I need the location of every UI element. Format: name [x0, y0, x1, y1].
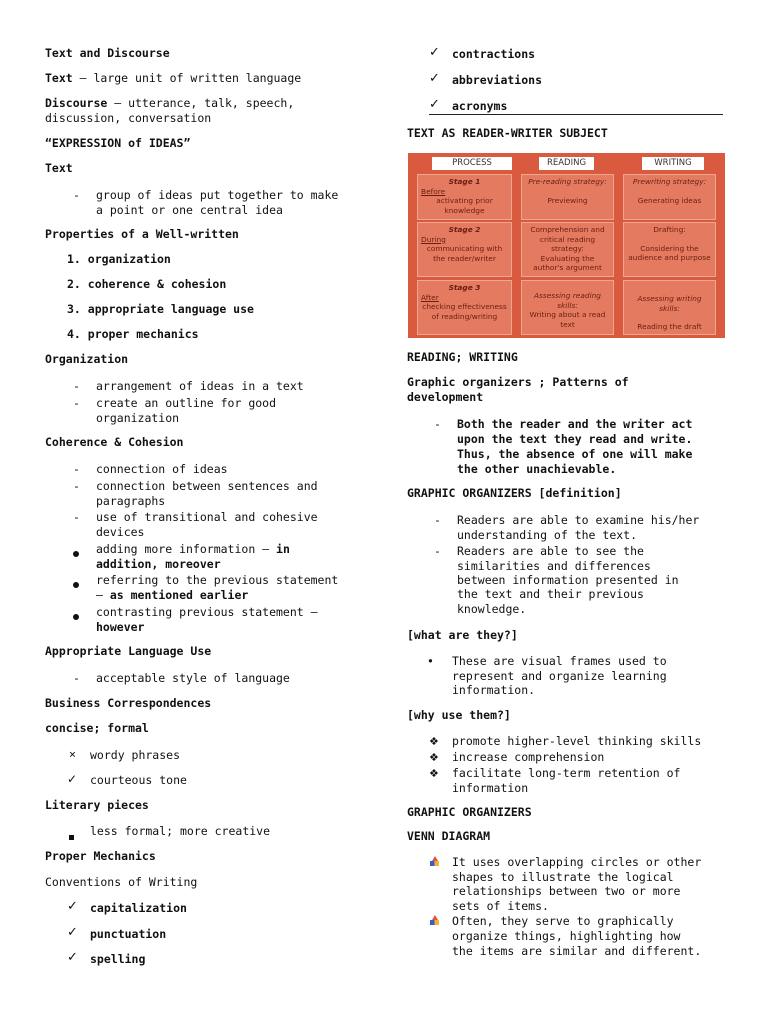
coh-item-4-cont: addition, moreover	[96, 557, 221, 571]
check-icon: ✓	[67, 772, 78, 786]
check-icon: ✓	[429, 71, 440, 86]
why-item-2: increase comprehension	[452, 750, 605, 764]
heading-expression: “EXPRESSION of IDEAS”	[45, 136, 191, 150]
process-stage-1: Stage 1 Before activating prior knowledge	[417, 174, 512, 220]
dash: -	[73, 188, 80, 202]
heading-properties: Properties of a Well-written	[45, 227, 239, 241]
heading-graphic-organizers: GRAPHIC ORGANIZERS	[407, 805, 532, 819]
dash: -	[73, 396, 80, 410]
arrow-bullet-icon	[429, 915, 440, 930]
heading-mechanics: Proper Mechanics	[45, 849, 156, 863]
why-item-1: promote higher-level thinking skills	[452, 734, 702, 748]
conventions-of-writing: Conventions of Writing	[45, 875, 198, 889]
process-stage-3: Stage 3 After checking effectiveness of reading/writing	[417, 280, 512, 335]
bullet-dot	[73, 546, 79, 561]
venn-item-2: Often, they serve to graphically	[452, 914, 674, 928]
dash: -	[73, 479, 80, 493]
property-4: 4. proper mechanics	[67, 327, 199, 341]
reading-stage-1: Pre-reading strategy: Previewing	[521, 174, 614, 220]
square-bullet-icon	[69, 829, 74, 844]
dash: -	[73, 510, 80, 524]
diamond-bullet-icon: ❖	[429, 767, 439, 780]
property-2: 2. coherence & cohesion	[67, 277, 227, 291]
coh-item-4: adding more information – in	[96, 542, 290, 556]
heading-reader-writer: TEXT AS READER-WRITER SUBJECT	[407, 126, 608, 140]
coh-item-5-cont: – as mentioned earlier	[96, 588, 249, 602]
app-item-1: acceptable style of language	[96, 671, 290, 685]
dash: -	[434, 544, 441, 558]
x-mark-icon: ×	[69, 747, 76, 761]
dash: -	[73, 462, 80, 476]
check-icon: ✓	[429, 45, 440, 60]
header-writing: WRITING	[642, 157, 704, 170]
check-item-abbreviations: abbreviations	[452, 73, 543, 87]
both-line-1: Both the reader and the writer act	[457, 417, 693, 431]
discourse-definition-cont: discussion, conversation	[45, 111, 212, 125]
venn-item-1-l3: relationships between two or more	[452, 884, 681, 898]
heading-reading-writing: READING; WRITING	[407, 350, 518, 364]
heading-graphic-patterns: Graphic organizers ; Patterns of	[407, 375, 629, 389]
heading-text-discourse: Text and Discourse	[45, 46, 170, 60]
def-item-2-l4: the text and their previous	[457, 587, 644, 601]
heading-concise: concise; formal	[45, 721, 149, 735]
bullet-dot	[73, 609, 79, 624]
courteous-tone: courteous tone	[90, 773, 187, 787]
heading-why: [why use them?]	[407, 708, 511, 722]
horizontal-rule	[429, 114, 723, 115]
org-item-2: create an outline for good	[96, 396, 277, 410]
header-reading: READING	[539, 157, 594, 170]
check-item-acronyms: acronyms	[452, 99, 508, 113]
discourse-definition: Discourse – utterance, talk, speech,	[45, 96, 295, 110]
coh-item-2-cont: paragraphs	[96, 494, 166, 508]
heading-coherence: Coherence & Cohesion	[45, 435, 184, 449]
heading-business: Business Correspondences	[45, 696, 212, 710]
property-3: 3. appropriate language use	[67, 302, 254, 316]
both-line-2: upon the text they read and write.	[457, 432, 693, 446]
coh-item-6-cont: however	[96, 620, 145, 634]
dash: -	[434, 513, 441, 527]
mechanics-item-1: capitalization	[90, 901, 187, 915]
text-definition: Text – large unit of written language	[45, 71, 302, 85]
reading-writing-process-diagram	[408, 153, 725, 338]
mechanics-item-2: punctuation	[90, 927, 167, 941]
org-item-2-cont: organization	[96, 411, 180, 425]
property-1: 1. organization	[67, 252, 171, 266]
reading-stage-2: Comprehension and critical reading strategy: Evaluating the author's argument	[521, 222, 614, 277]
diamond-bullet-icon: ❖	[429, 751, 439, 764]
heading-venn-diagram: VENN DIAGRAM	[407, 829, 491, 843]
heading-go-definition: GRAPHIC ORGANIZERS [definition]	[407, 486, 622, 500]
heading-appropriate: Appropriate Language Use	[45, 644, 212, 658]
dash: -	[73, 379, 80, 393]
process-stage-2: Stage 2 During communicating with the reader/writer	[417, 222, 512, 277]
reading-stage-3: Assessing reading skills: Writing about a read text	[521, 280, 614, 335]
venn-item-1-l4: sets of items.	[452, 899, 549, 913]
what-line-3: information.	[452, 683, 536, 697]
why-item-3: facilitate long-term retention of	[452, 766, 681, 780]
what-line-2: represent and organize learning	[452, 669, 667, 683]
why-item-3-cont: information	[452, 781, 529, 795]
def-item-2-l5: knowledge.	[457, 602, 527, 616]
heading-text: Text	[45, 161, 73, 175]
mechanics-item-3: spelling	[90, 952, 146, 966]
coh-item-2: connection between sentences and	[96, 479, 318, 493]
venn-item-2-l2: organize things, highlighting how	[452, 929, 681, 943]
header-process: PROCESS	[432, 157, 512, 170]
dash: -	[434, 417, 441, 431]
both-line-3: Thus, the absence of one will make	[457, 447, 693, 461]
literary-item-1: less formal; more creative	[90, 824, 271, 838]
venn-item-2-l3: the items are similar and different.	[452, 944, 702, 958]
coh-item-6: contrasting previous statement –	[96, 605, 318, 619]
check-icon: ✓	[429, 97, 440, 112]
def-item-2-l2: similarities and differences	[457, 559, 651, 573]
venn-item-1: It uses overlapping circles or other	[452, 855, 702, 869]
writing-stage-2: Drafting: Considering the audience and purpose	[623, 222, 716, 277]
def-item-2: Readers are able to see the	[457, 544, 644, 558]
text-item-1-cont: a point or one central idea	[96, 203, 283, 217]
heading-literary: Literary pieces	[45, 798, 149, 812]
coh-item-3: use of transitional and cohesive	[96, 510, 318, 524]
writing-stage-3: Assessing writing skills: Reading the draft	[623, 280, 716, 335]
writing-stage-1: Prewriting strategy: Generating ideas	[623, 174, 716, 220]
diamond-bullet-icon: ❖	[429, 735, 439, 748]
coh-item-5: referring to the previous statement	[96, 573, 339, 587]
wordy-phrases: wordy phrases	[90, 748, 181, 762]
coh-item-3-cont: devices	[96, 525, 145, 539]
def-item-2-l3: between information presented in	[457, 573, 679, 587]
heading-graphic-patterns-cont: development	[407, 390, 484, 404]
bullet: •	[427, 654, 434, 668]
org-item-1: arrangement of ideas in a text	[96, 379, 304, 393]
bullet-dot	[73, 577, 79, 592]
arrow-bullet-icon	[429, 856, 440, 871]
check-icon: ✓	[67, 899, 78, 914]
check-item-contractions: contractions	[452, 47, 536, 61]
def-item-1: Readers are able to examine his/her	[457, 513, 700, 527]
both-line-4: the other unachievable.	[457, 462, 617, 476]
dash: -	[73, 671, 80, 685]
coh-item-1: connection of ideas	[96, 462, 228, 476]
def-item-1-cont: understanding of the text.	[457, 528, 638, 542]
check-icon: ✓	[67, 925, 78, 940]
heading-what: [what are they?]	[407, 628, 518, 642]
check-icon: ✓	[67, 950, 78, 965]
heading-organization: Organization	[45, 352, 129, 366]
text-item-1: group of ideas put together to make	[96, 188, 339, 202]
venn-item-1-l2: shapes to illustrate the logical	[452, 870, 674, 884]
what-line-1: These are visual frames used to	[452, 654, 667, 668]
